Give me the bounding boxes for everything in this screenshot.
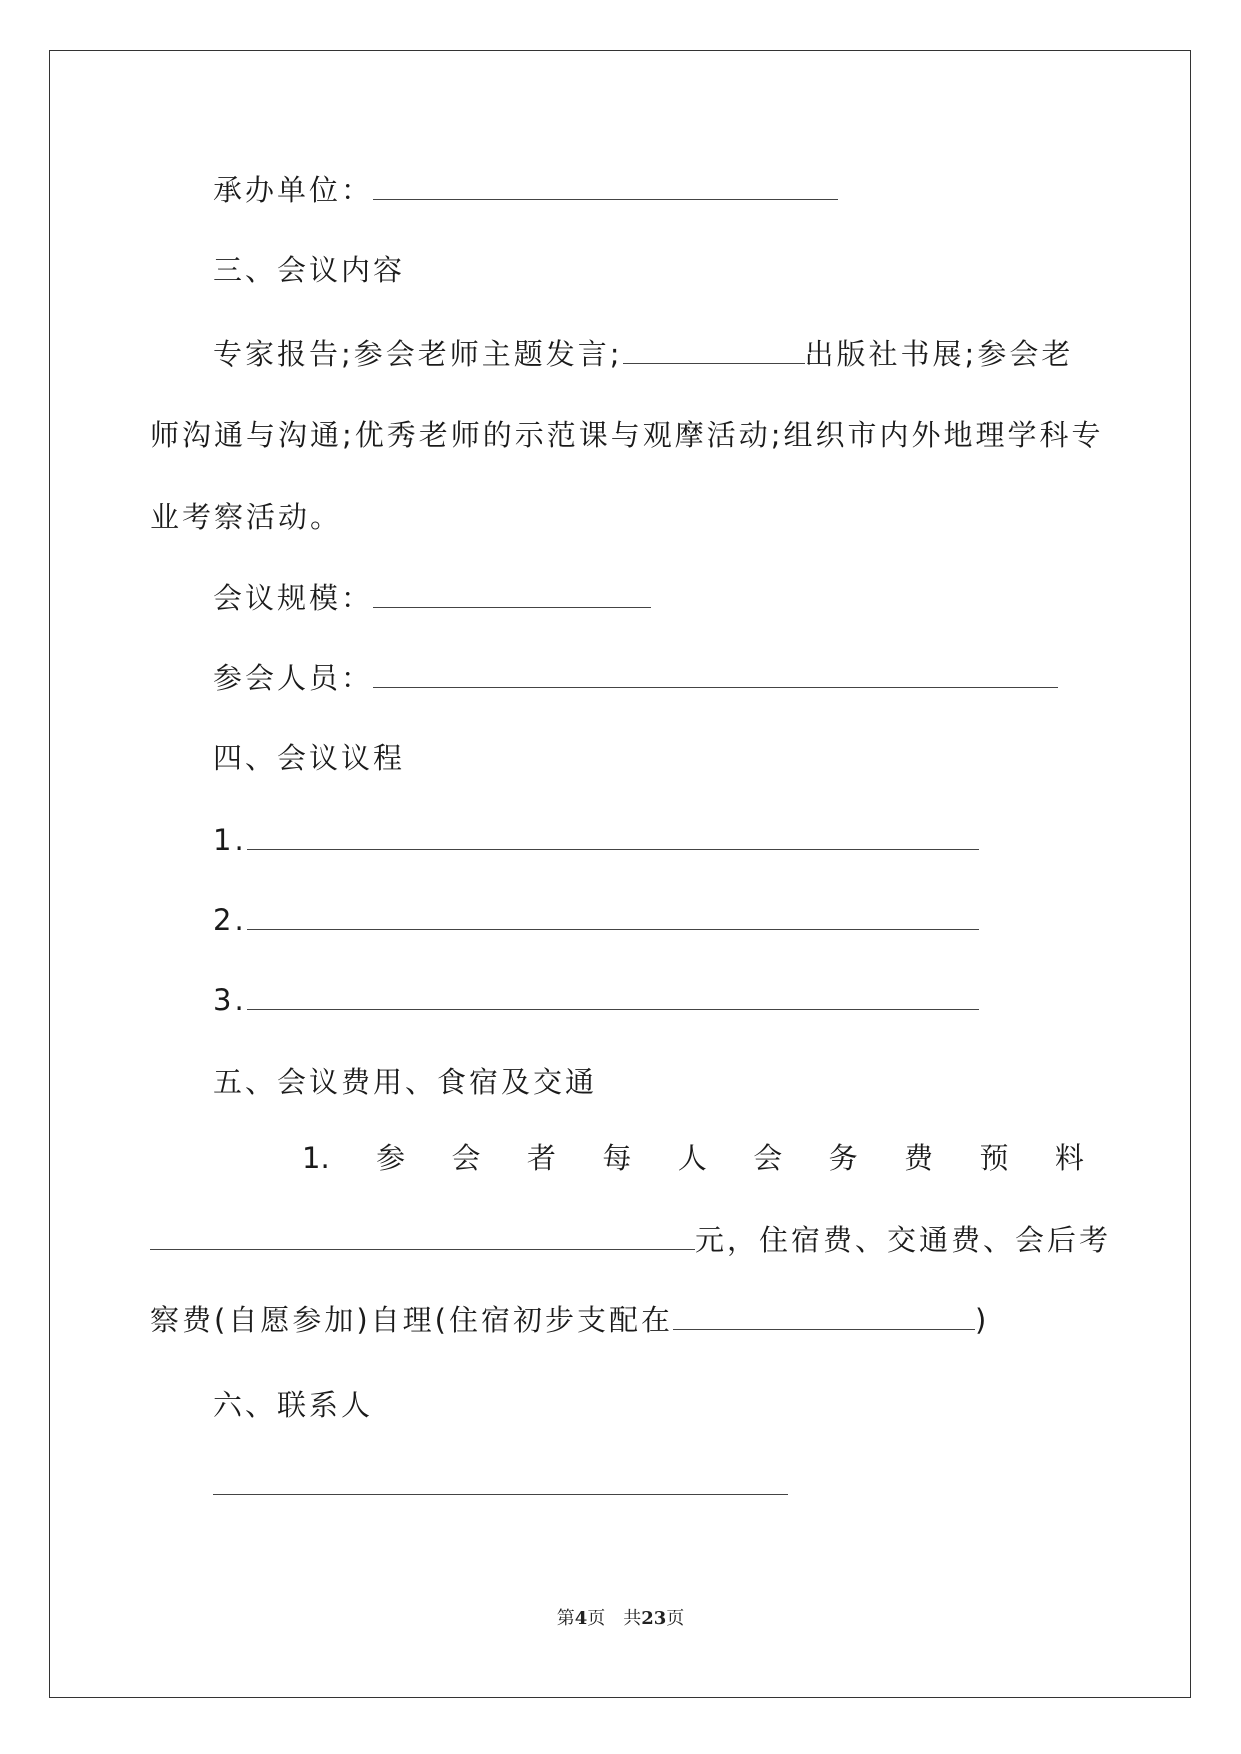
fee-char: 者 [526, 1141, 556, 1175]
section-four-heading: 四、会议议程 [213, 741, 406, 775]
fee-char: 料 [1054, 1141, 1084, 1175]
fee-line-3 [150, 1300, 989, 1340]
fee-char: 预 [979, 1141, 1009, 1175]
fee-char: 会 [753, 1141, 783, 1175]
fee-text: 元，住宿费、交通费、会后考 [695, 1223, 1112, 1257]
agenda-item-3 [213, 980, 979, 1020]
fee-char: 费 [904, 1141, 934, 1175]
content-line-3: 业考察活动。 [150, 500, 343, 534]
fee-line-1 [302, 1138, 1084, 1178]
contact-blank [213, 1470, 788, 1495]
agenda-blank [247, 825, 979, 850]
agenda-blank [247, 985, 979, 1010]
content-text-b: 出版社书展;参会老 [804, 337, 1074, 371]
fee-line-2 [150, 1220, 1111, 1260]
agenda-item-2 [213, 900, 979, 940]
scale-blank [373, 583, 651, 608]
fee-char: 1. [302, 1141, 330, 1175]
host-unit-line [213, 170, 838, 210]
agenda-number: 1. [213, 823, 247, 857]
footer-page-number: 4 [574, 1608, 588, 1629]
content-line-1 [213, 334, 1073, 374]
footer-total-pages: 23 [641, 1608, 667, 1629]
content-text-a: 专家报告;参会老师主题发言; [213, 337, 623, 371]
section-six-heading: 六、联系人 [213, 1388, 374, 1422]
attendees-blank [373, 663, 1058, 688]
page-border [49, 50, 1191, 1698]
fee-char: 人 [677, 1141, 707, 1175]
section-three-heading: 三、会议内容 [213, 253, 406, 287]
footer-prefix: 第 [556, 1608, 575, 1629]
page-footer [0, 1604, 1241, 1630]
fee-char: 务 [828, 1141, 858, 1175]
agenda-number: 2. [213, 903, 247, 937]
fee-char: 会 [451, 1141, 481, 1175]
footer-mid: 页 共 [587, 1608, 642, 1629]
footer-suffix: 页 [666, 1608, 685, 1629]
fee-char: 参 [376, 1141, 406, 1175]
scale-label: 会议规模： [213, 581, 374, 615]
section-five-heading: 五、会议费用、食宿及交通 [213, 1065, 598, 1099]
scale-line [213, 578, 651, 618]
agenda-blank [247, 905, 979, 930]
host-unit-label: 承办单位： [213, 173, 374, 207]
content-line-2: 师沟通与沟通;优秀老师的示范课与观摩活动;组织市内外地理学科专 [150, 418, 1104, 452]
lodging-blank [673, 1305, 975, 1330]
agenda-number: 3. [213, 983, 247, 1017]
fee-char: 每 [602, 1141, 632, 1175]
agenda-item-1 [213, 820, 979, 860]
content-blank [623, 339, 805, 364]
attendees-line [213, 658, 1058, 698]
attendees-label: 参会人员： [213, 661, 374, 695]
host-unit-blank [373, 175, 838, 200]
lodging-text: 察费(自愿参加)自理(住宿初步支配在 [150, 1303, 673, 1337]
contact-line [213, 1465, 788, 1505]
lodging-close: ) [974, 1303, 990, 1337]
fee-amount-blank [150, 1225, 695, 1250]
